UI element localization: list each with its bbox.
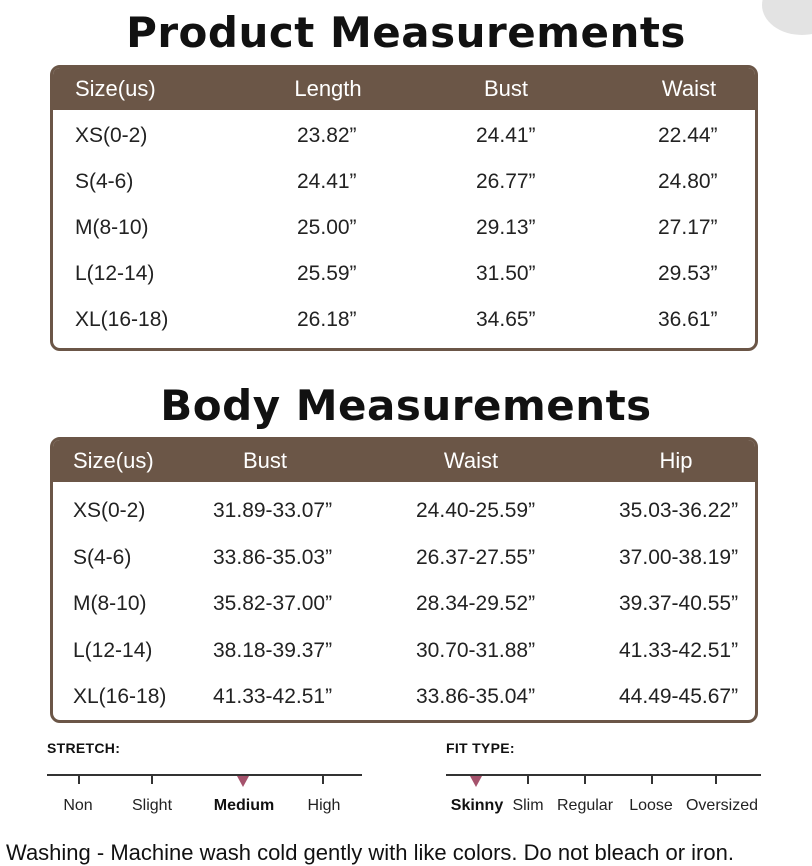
table-row <box>53 496 755 526</box>
table-cell: 24.80” <box>658 170 718 193</box>
table-cell: 41.33-42.51” <box>213 685 333 708</box>
table-row <box>53 543 755 573</box>
column-header: Length <box>294 76 362 101</box>
selected-marker-icon <box>237 776 249 787</box>
column-header: Bust <box>483 76 529 101</box>
table-cell: 26.77” <box>476 170 536 193</box>
table-cell: XS(0-2) <box>73 499 146 522</box>
table-cell: 24.41” <box>297 170 357 193</box>
table-cell: XS(0-2) <box>75 124 148 147</box>
table-cell: 23.82” <box>297 124 357 147</box>
table-cell: 25.00” <box>297 216 357 239</box>
column-header: Waist <box>661 76 717 101</box>
scale-line <box>446 774 761 776</box>
table-cell: 26.18” <box>297 308 357 331</box>
table-cell: 25.59” <box>297 262 357 285</box>
table-cell: 33.86-35.04” <box>416 685 536 708</box>
table-row <box>53 682 755 712</box>
selected-marker-icon <box>470 776 482 787</box>
table-cell: 29.53” <box>658 262 718 285</box>
scale-tick <box>584 775 586 784</box>
table-cell: S(4-6) <box>75 170 134 193</box>
scale-option: Loose <box>629 797 673 814</box>
scale-line <box>47 774 362 776</box>
table-cell: 33.86-35.03” <box>213 545 333 569</box>
scale-tick <box>715 775 717 784</box>
table-cell: 41.33-42.51” <box>619 638 739 662</box>
scale-option: Skinny <box>450 797 504 814</box>
scale-option: Slim <box>512 797 544 814</box>
table-cell: 31.50” <box>476 262 536 285</box>
scale-tick <box>651 775 653 784</box>
product-measurements-table <box>50 65 758 351</box>
column-header: Size(us) <box>75 76 156 101</box>
scale-tick <box>78 775 80 784</box>
table-cell: 35.82-37.00” <box>213 592 333 615</box>
scale-option: Oversized <box>685 797 759 814</box>
table-cell: 24.40-25.59” <box>416 499 536 522</box>
column-header: Size(us) <box>73 448 154 473</box>
stretch-label: STRETCH: <box>47 740 121 756</box>
scale-option: Regular <box>556 797 614 814</box>
column-header: Bust <box>242 448 288 473</box>
table-cell: 28.34-29.52” <box>416 592 536 615</box>
table-row <box>53 213 755 243</box>
body-measurements-title: Body Measurements <box>160 381 652 430</box>
table-cell: 31.89-33.07” <box>213 499 333 522</box>
table-row <box>53 259 755 289</box>
table-cell: L(12-14) <box>75 262 155 285</box>
scale-tick <box>527 775 529 784</box>
scale-option: Non <box>63 797 93 814</box>
scale-option: Slight <box>131 797 173 814</box>
column-header: Hip <box>659 448 693 473</box>
table-cell: 36.61” <box>658 308 718 331</box>
table-cell: 29.13” <box>476 216 536 239</box>
table-header-row <box>53 68 755 110</box>
table-cell: S(4-6) <box>73 545 132 569</box>
table-cell: 26.37-27.55” <box>416 545 536 569</box>
scale-option: High <box>307 797 341 814</box>
scale-option: Medium <box>213 797 275 814</box>
table-cell: 35.03-36.22” <box>619 499 739 522</box>
fit-type-label: FIT TYPE: <box>446 740 515 756</box>
body-measurements-table <box>50 437 758 723</box>
table-cell: XL(16-18) <box>73 685 167 708</box>
table-row <box>53 167 755 197</box>
table-cell: 44.49-45.67” <box>619 685 739 708</box>
table-header-row <box>53 440 755 482</box>
column-header: Waist <box>443 448 499 473</box>
washing-instructions: Washing - Machine wash cold gently with like colors. Do not bleach or iron. <box>6 840 734 865</box>
table-cell: XL(16-18) <box>75 308 169 331</box>
scale-tick <box>322 775 324 784</box>
product-measurements-title: Product Measurements <box>126 8 686 57</box>
table-cell: 38.18-39.37” <box>213 638 333 662</box>
table-row <box>53 305 755 335</box>
table-cell: 39.37-40.55” <box>619 592 739 615</box>
table-cell: 22.44” <box>658 124 718 147</box>
table-row <box>53 636 755 666</box>
scale-tick <box>151 775 153 784</box>
table-row <box>53 589 755 619</box>
table-cell: 34.65” <box>476 308 536 331</box>
table-cell: M(8-10) <box>75 216 149 239</box>
table-cell: 27.17” <box>658 216 718 239</box>
table-cell: 30.70-31.88” <box>416 638 536 662</box>
table-cell: 24.41” <box>476 124 536 147</box>
table-cell: L(12-14) <box>73 638 153 662</box>
table-cell: 37.00-38.19” <box>619 545 739 569</box>
table-row <box>53 121 755 151</box>
table-cell: M(8-10) <box>73 592 147 615</box>
